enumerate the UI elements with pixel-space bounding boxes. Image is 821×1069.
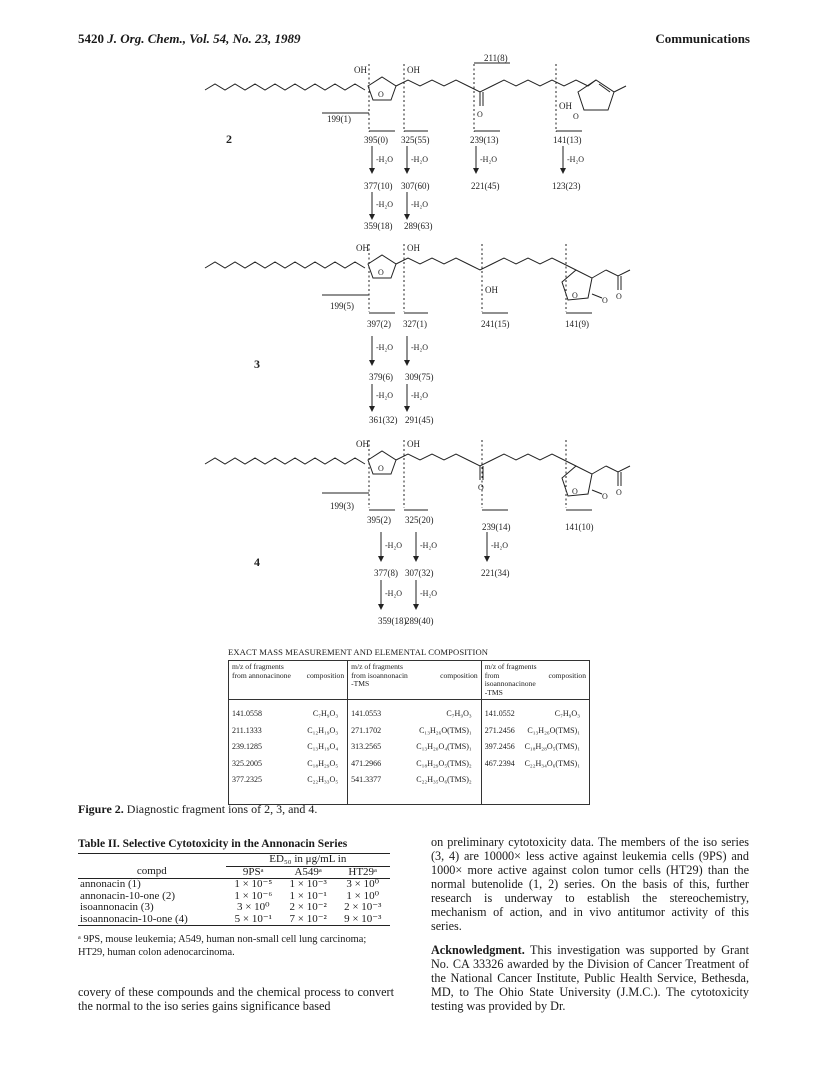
s3-col4-ion-1: 141(9) (565, 319, 589, 329)
table2-col-9ps: 9PSᵃ (226, 866, 281, 879)
s3-h2o-loss-1: -H₂O (376, 343, 394, 352)
exact-mass-col-2 (348, 700, 482, 805)
s4-lactone-oxygen-1: O (572, 487, 578, 496)
table-row: 141.0553 C₇H₉O₃ (351, 709, 472, 718)
s2-col4-ion-1: 141(13) (553, 135, 582, 145)
s2-col2-ion-2: 307(60) (401, 181, 430, 191)
s2-col1-ion-3: 359(18) (364, 221, 393, 231)
s4-oh-1: OH (356, 439, 369, 449)
table2-footnote: ᵃ 9PS, mouse leukemia; A549, human non-small cell lung carcinoma; HT29, human colon adenocarcinoma. (78, 934, 367, 958)
table-row: 141.0558 C₇H₉O₃ (232, 709, 339, 718)
s4-h2o-loss-3: -H₂O (491, 541, 509, 550)
acknowledgment-text: This investigation was supported by Grant No. CA 33326 awarded by the Division of Cancer Treatment of the National Cancer Institute, Public Health Service, Bethesda, MD, to The Ohio State University (J.M.C.). The cytotoxicity testing was provided by Dr. (431, 943, 750, 1013)
s4-col4-ion-1: 141(10) (565, 522, 594, 532)
s4-col3-ion-1: 239(14) (482, 522, 511, 532)
s3-col2-ion-2: 309(75) (405, 372, 434, 382)
s2-oh-1: OH (354, 65, 367, 75)
s3-h2o-loss-3: -H₂O (376, 391, 394, 400)
table-row: isoannonacin-10-one (4) 5 × 10⁻¹ 7 × 10⁻² 9 × 10⁻³ (78, 914, 390, 926)
exact-mass-table (228, 660, 590, 805)
s2-h2o-loss-3: -H₂O (480, 155, 498, 164)
s2-h2o-loss-4: -H₂O (567, 155, 585, 164)
s2-mid-chain (396, 80, 596, 92)
cytotoxicity-table (78, 853, 390, 926)
s2-ring-oxygen: O (378, 90, 384, 99)
table-row: 325.2005 C₁₈H₂₉O₅ (232, 758, 339, 768)
s2-col1-ion-1: 395(0) (364, 135, 388, 145)
s4-h2o-loss-5: -H₂O (420, 589, 438, 598)
s4-ketone-oxygen-2: O (616, 488, 622, 497)
s2-alkyl-chain (205, 84, 365, 90)
s2-col4-ion-2: 123(23) (552, 181, 581, 191)
s4-fragment-199: 199(3) (330, 501, 354, 511)
s4-ring-oxygen: O (378, 464, 384, 473)
s4-mid-chain (396, 454, 576, 466)
table-row: 471.2966 C₁₈H₂₉O₅(TMS)₂ (351, 758, 472, 768)
s3-oh-3: OH (485, 285, 498, 295)
journal-citation: J. Org. Chem., Vol. 54, No. 23, 1989 (107, 31, 301, 46)
exact-mass-header-2: m/z of fragments from isoannonacin composition -TMS (348, 661, 482, 700)
s2-h2o-loss-2: -H₂O (411, 155, 429, 164)
table-row: 271.2456 C₁₃H₂₆O(TMS)₁ (484, 725, 580, 735)
table-row: 541.3377 C₂₂H₃₅O₆(TMS)₂ (351, 775, 472, 784)
compound-number-3: 3 (254, 357, 260, 371)
compound-number-2: 2 (226, 132, 232, 146)
s2-h2o-loss-1: -H₂O (376, 155, 394, 164)
body-text-right (431, 835, 749, 1013)
s4-col2-ion-1: 325(20) (405, 515, 434, 525)
section-name: Communications (655, 31, 750, 46)
s4-col1-ion-3: 359(18) (378, 616, 407, 626)
exact-mass-col-1 (229, 700, 348, 805)
compound-number-4: 4 (254, 555, 260, 569)
acknowledgment-label: Acknowledgment. (431, 943, 525, 957)
s2-fragment-199: 199(1) (327, 114, 351, 124)
s4-col1-ion-2: 377(8) (374, 568, 398, 578)
table-row: 313.2565 C₁₃H₂₀O₄(TMS)₁ (351, 742, 472, 751)
s4-h2o-loss-1: -H₂O (385, 541, 403, 550)
s2-oh-2: OH (407, 65, 420, 75)
table-row: 467.2394 C₂₂H₃₄O₆(TMS)₁ (484, 758, 580, 768)
exact-mass-header-3: m/z of fragments from isoannonacinone composition -TMS (481, 661, 589, 700)
s3-fragment-199: 199(5) (330, 301, 354, 311)
s3-lactone-oxygen-1: O (572, 291, 578, 300)
s2-col3-ion-2: 221(45) (471, 181, 500, 191)
exact-mass-title: EXACT MASS MEASUREMENT AND ELEMENTAL COMPOSITION (228, 647, 489, 657)
s2-h2o-loss-5: -H₂O (376, 200, 394, 209)
s3-ring-oxygen: O (378, 268, 384, 277)
s3-lactone-oxygen-2: O (602, 296, 608, 305)
s4-col2-ion-3: 289(40) (405, 616, 434, 626)
table-row: 397.2456 C₁₈H₂₈O₅(TMS)₁ (484, 742, 580, 751)
s3-oh-2: OH (407, 243, 420, 253)
s4-h2o-loss-4: -H₂O (385, 589, 403, 598)
s3-ketone-oxygen: O (616, 292, 622, 301)
table-row: 271.1702 C₁₃H₂₆O(TMS)₁ (351, 725, 472, 735)
s2-col1-ion-2: 377(10) (364, 181, 393, 191)
table2-col-ht29: HT29ᵃ (335, 866, 390, 879)
s3-mid-chain (396, 258, 576, 270)
table-row: annonacin (1) 1 × 10⁻⁵ 1 × 10⁻³ 3 × 10⁰ (80, 878, 380, 890)
s2-fragment-211: 211(8) (484, 53, 508, 63)
s3-col1-ion-3: 361(32) (369, 415, 398, 425)
s3-col3-ion-1: 241(15) (481, 319, 510, 329)
table-row: isoannonacin (3) 3 × 10⁰ 2 × 10⁻² 2 × 10⁻³ (80, 901, 382, 913)
s3-col1-ion-1: 397(2) (367, 319, 391, 329)
s2-col2-ion-1: 325(55) (401, 135, 430, 145)
exact-mass-header-1: m/z of fragments from annonacinone composition (229, 661, 348, 700)
s2-col2-ion-3: 289(63) (404, 221, 433, 231)
table2-group-header: ED₅₀ in μg/mL in (226, 854, 390, 867)
table2-compd-header: compd (78, 866, 226, 879)
figure-caption (78, 802, 317, 817)
table-row: 141.0552 C₇H₉O₃ (484, 709, 580, 718)
table-row: 239.1285 C₁₃H₁₉O₄ (232, 742, 339, 751)
body-text-left: covery of these compounds and the chemical process to convert the normal to the iso series gains significance based (78, 985, 394, 1013)
s2-oh-3: OH (559, 101, 572, 111)
s3-oh-1: OH (356, 243, 369, 253)
acknowledgment (431, 943, 749, 1013)
table-row: 211.1333 C₁₂H₁₉O₃ (232, 725, 339, 735)
figure-label: Figure 2. (78, 802, 124, 816)
s3-alkyl-chain (205, 262, 365, 268)
page-number: 5420 (78, 31, 104, 46)
table-row: annonacin-10-one (2) 1 × 10⁻⁶ 1 × 10⁻¹ 1 × 10⁰ (80, 889, 380, 902)
s3-h2o-loss-2: -H₂O (411, 343, 429, 352)
s3-col2-ion-1: 327(1) (403, 319, 427, 329)
body-paragraph: on preliminary cytotoxicity data. The members of the iso series (3, 4) are 10000× less active against leukemia cells (9PS) and 1000× more active against colon tumor cells (HT29) than the normal butenolide (1, 2) series. On the basis of this, further research is underway to establish the stereochemistry, mechanism of action, and in vivo antitumor activity of this series. (431, 835, 749, 933)
s2-col3-ion-1: 239(13) (470, 135, 499, 145)
table2-title: Table II. Selective Cytotoxicity in the Annonacin Series (78, 838, 348, 850)
s4-alkyl-chain (205, 458, 365, 464)
table-row: 377.2325 C₂₂H₃₃O₅ (232, 775, 339, 784)
s3-h2o-loss-4: -H₂O (411, 391, 429, 400)
table2-col-a549: A549ᵃ (281, 866, 336, 879)
s4-col2-ion-2: 307(32) (405, 568, 434, 578)
exact-mass-col-3 (481, 700, 589, 805)
s2-butenolide (578, 80, 614, 110)
s4-h2o-loss-2: -H₂O (420, 541, 438, 550)
figure-caption-text: Diagnostic fragment ions of 2, 3, and 4. (126, 802, 318, 816)
s4-lactone-oxygen-2: O (602, 492, 608, 501)
s3-col2-ion-3: 291(45) (405, 415, 434, 425)
s4-col1-ion-1: 395(2) (367, 515, 391, 525)
s2-h2o-loss-6: -H₂O (411, 200, 429, 209)
s4-col3-ion-2: 221(34) (481, 568, 510, 578)
s2-ketone-oxygen: O (477, 110, 483, 119)
s3-col1-ion-2: 379(6) (369, 372, 393, 382)
s2-lactone-oxygen: O (573, 112, 579, 121)
s4-oh-2: OH (407, 439, 420, 449)
s4-ketone-oxygen-1: O (478, 483, 484, 492)
